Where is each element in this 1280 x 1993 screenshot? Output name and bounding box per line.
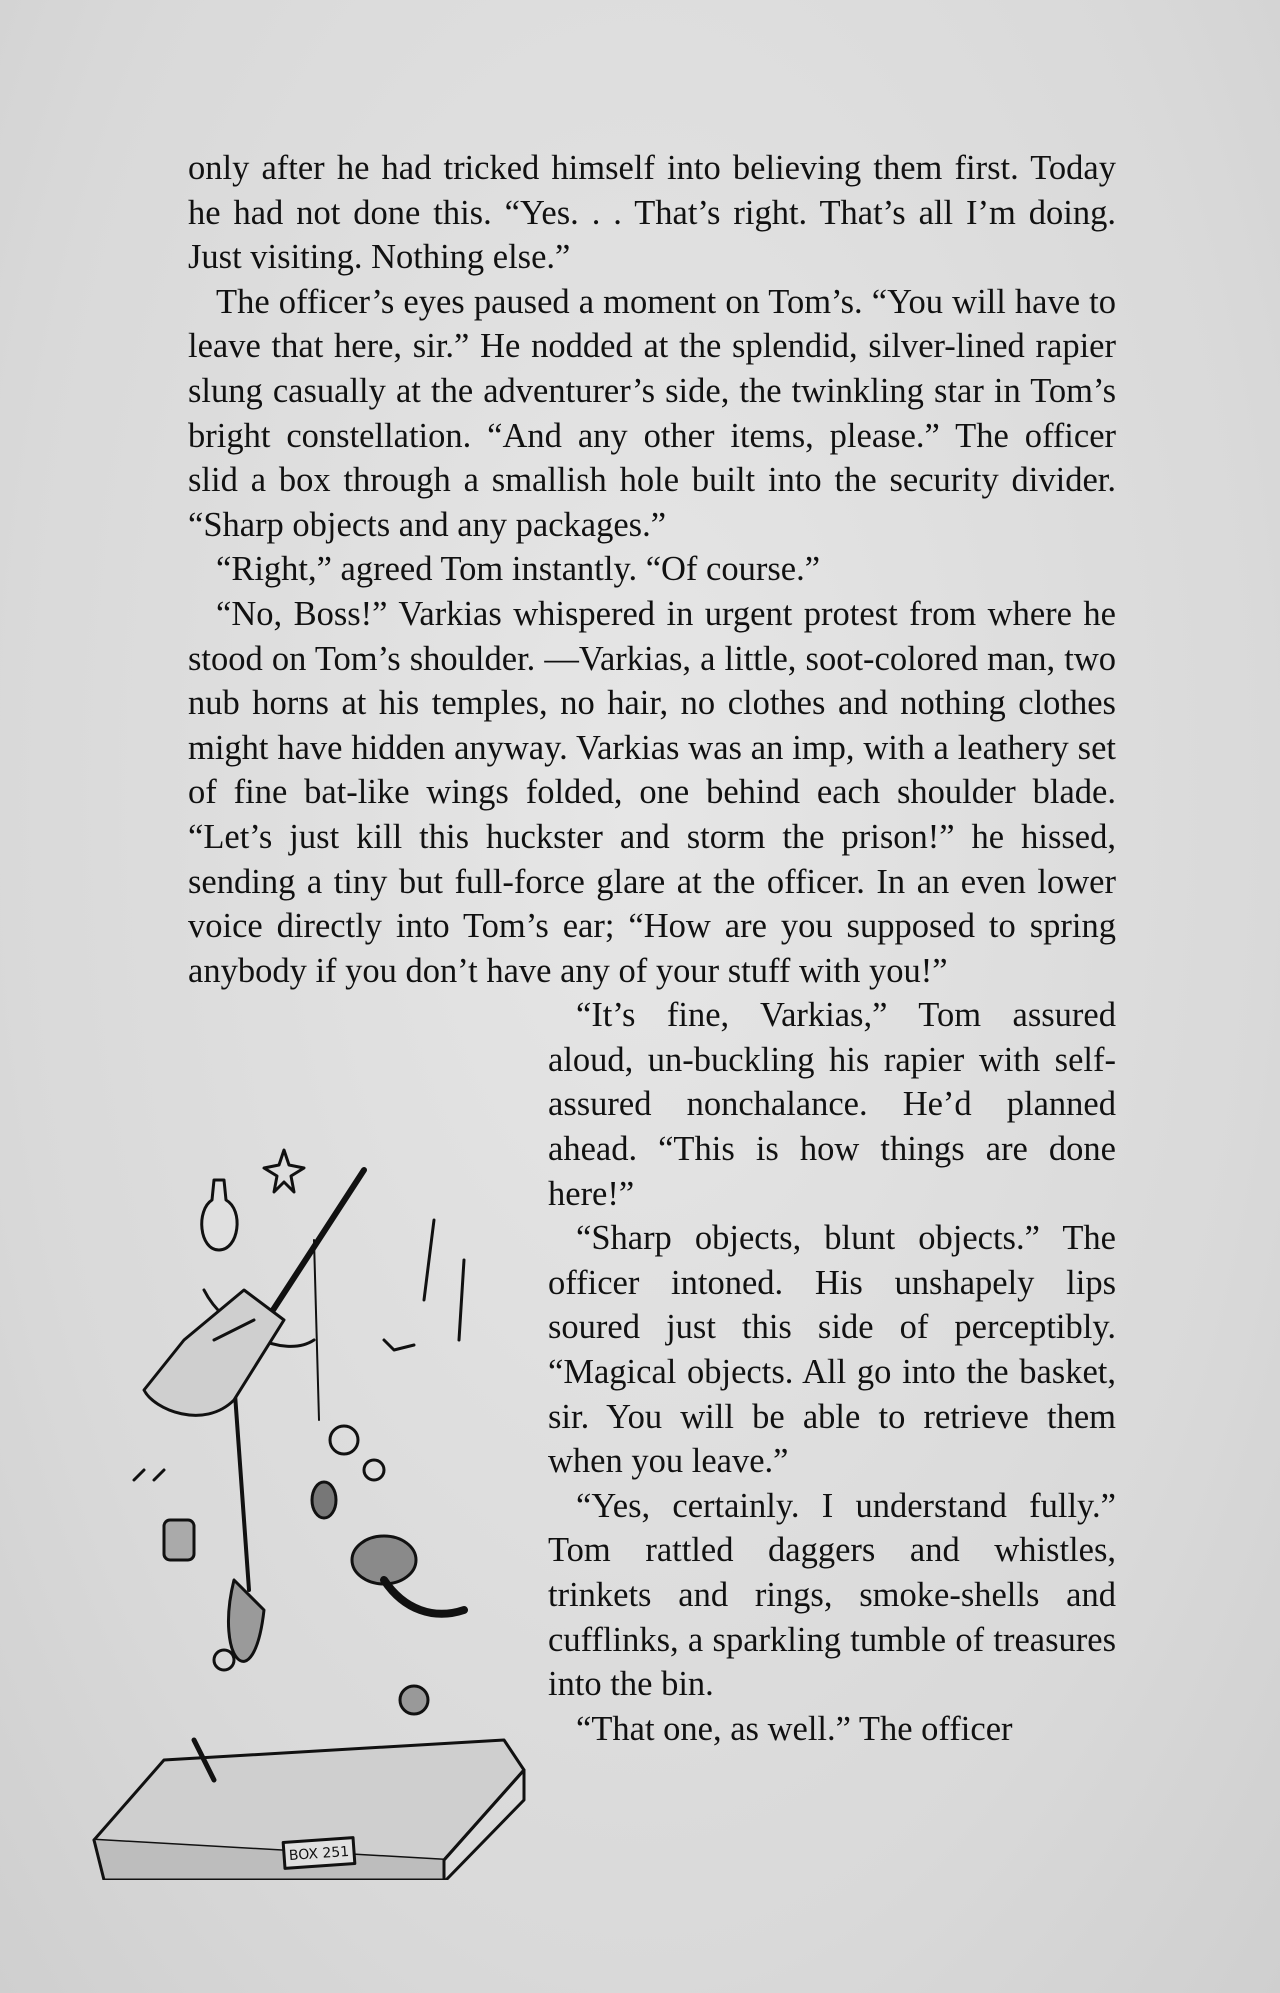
paragraph: “Yes, certainly. I understand fully.” Tom rattled daggers and whistles, trinkets and rings, smoke-shells and cufflinks, a sparkling tumble of treasures into the bin.: [548, 1486, 1116, 1704]
dagger-icon: [424, 1220, 434, 1300]
sparkle-icon: [134, 1470, 164, 1480]
smoke-shell-icon: [312, 1482, 336, 1518]
ring-icon: [364, 1460, 384, 1480]
spool-icon: [164, 1520, 194, 1560]
ring-icon: [330, 1426, 358, 1454]
falling-treasures-illustration: [84, 1140, 554, 1880]
paragraph: “That one, as well.” The officer: [576, 1709, 1013, 1748]
paragraph: “No, Boss!” Varkias whispered in urgent protest from where he stood on Tom’s shoulder. —Varkias, a little, soot-colored man, two nub horns at his temples, no hair, no clothes and nothing clothes might have hidden anyway. Varkias was an imp, with a leathery set of fine bat-like wings folded, one behind each shoulder blade. “Let’s just kill this huckster and storm the prison!” he hissed, sending a tiny but full-force glare at the officer. In an even lower voice directly into Tom’s ear; “How are you supposed to spring anybody if you don’t have any of your stuff with you!”: [188, 594, 1116, 990]
dagger-icon: [459, 1260, 464, 1340]
paragraph: only after he had tricked himself into believing them first. Today he had not done this. “Yes. . . That’s right. That’s all I’m doing. Just visiting. Nothing else.”: [188, 149, 1116, 277]
paragraph: “Sharp objects, blunt objects.” The officer intoned. His unshapely lips soured just this side of perceptibly. “Magical objects. All go into the basket, sir. You will be able to retrieve them when you leave.”: [548, 1219, 1116, 1481]
boot-icon: [144, 1290, 284, 1415]
pipe-icon: [352, 1536, 464, 1614]
star-icon: [264, 1150, 304, 1192]
whistle-icon: [384, 1340, 414, 1350]
potion-bottle-icon: [202, 1180, 237, 1250]
box-label: BOX 251: [288, 1843, 350, 1865]
paragraph: “It’s fine, Varkias,” Tom assured aloud, un-buckling his rapier with self-assured nonchalance. He’d planned ahead. “This is how things are done here!”: [548, 996, 1116, 1213]
paragraph: “Right,” agreed Tom instantly. “Of course.”: [216, 550, 821, 589]
paragraph: The officer’s eyes paused a moment on Tom’s. “You will have to leave that here, sir.” He nodded at the splendid, silver-lined rapier slung casually at the adventurer’s side, the twinkling star in Tom’s bright constellation. “And any other items, please.” The officer slid a box through a smallish hole built into the security divider. “Sharp objects and any packages.”: [188, 282, 1116, 544]
